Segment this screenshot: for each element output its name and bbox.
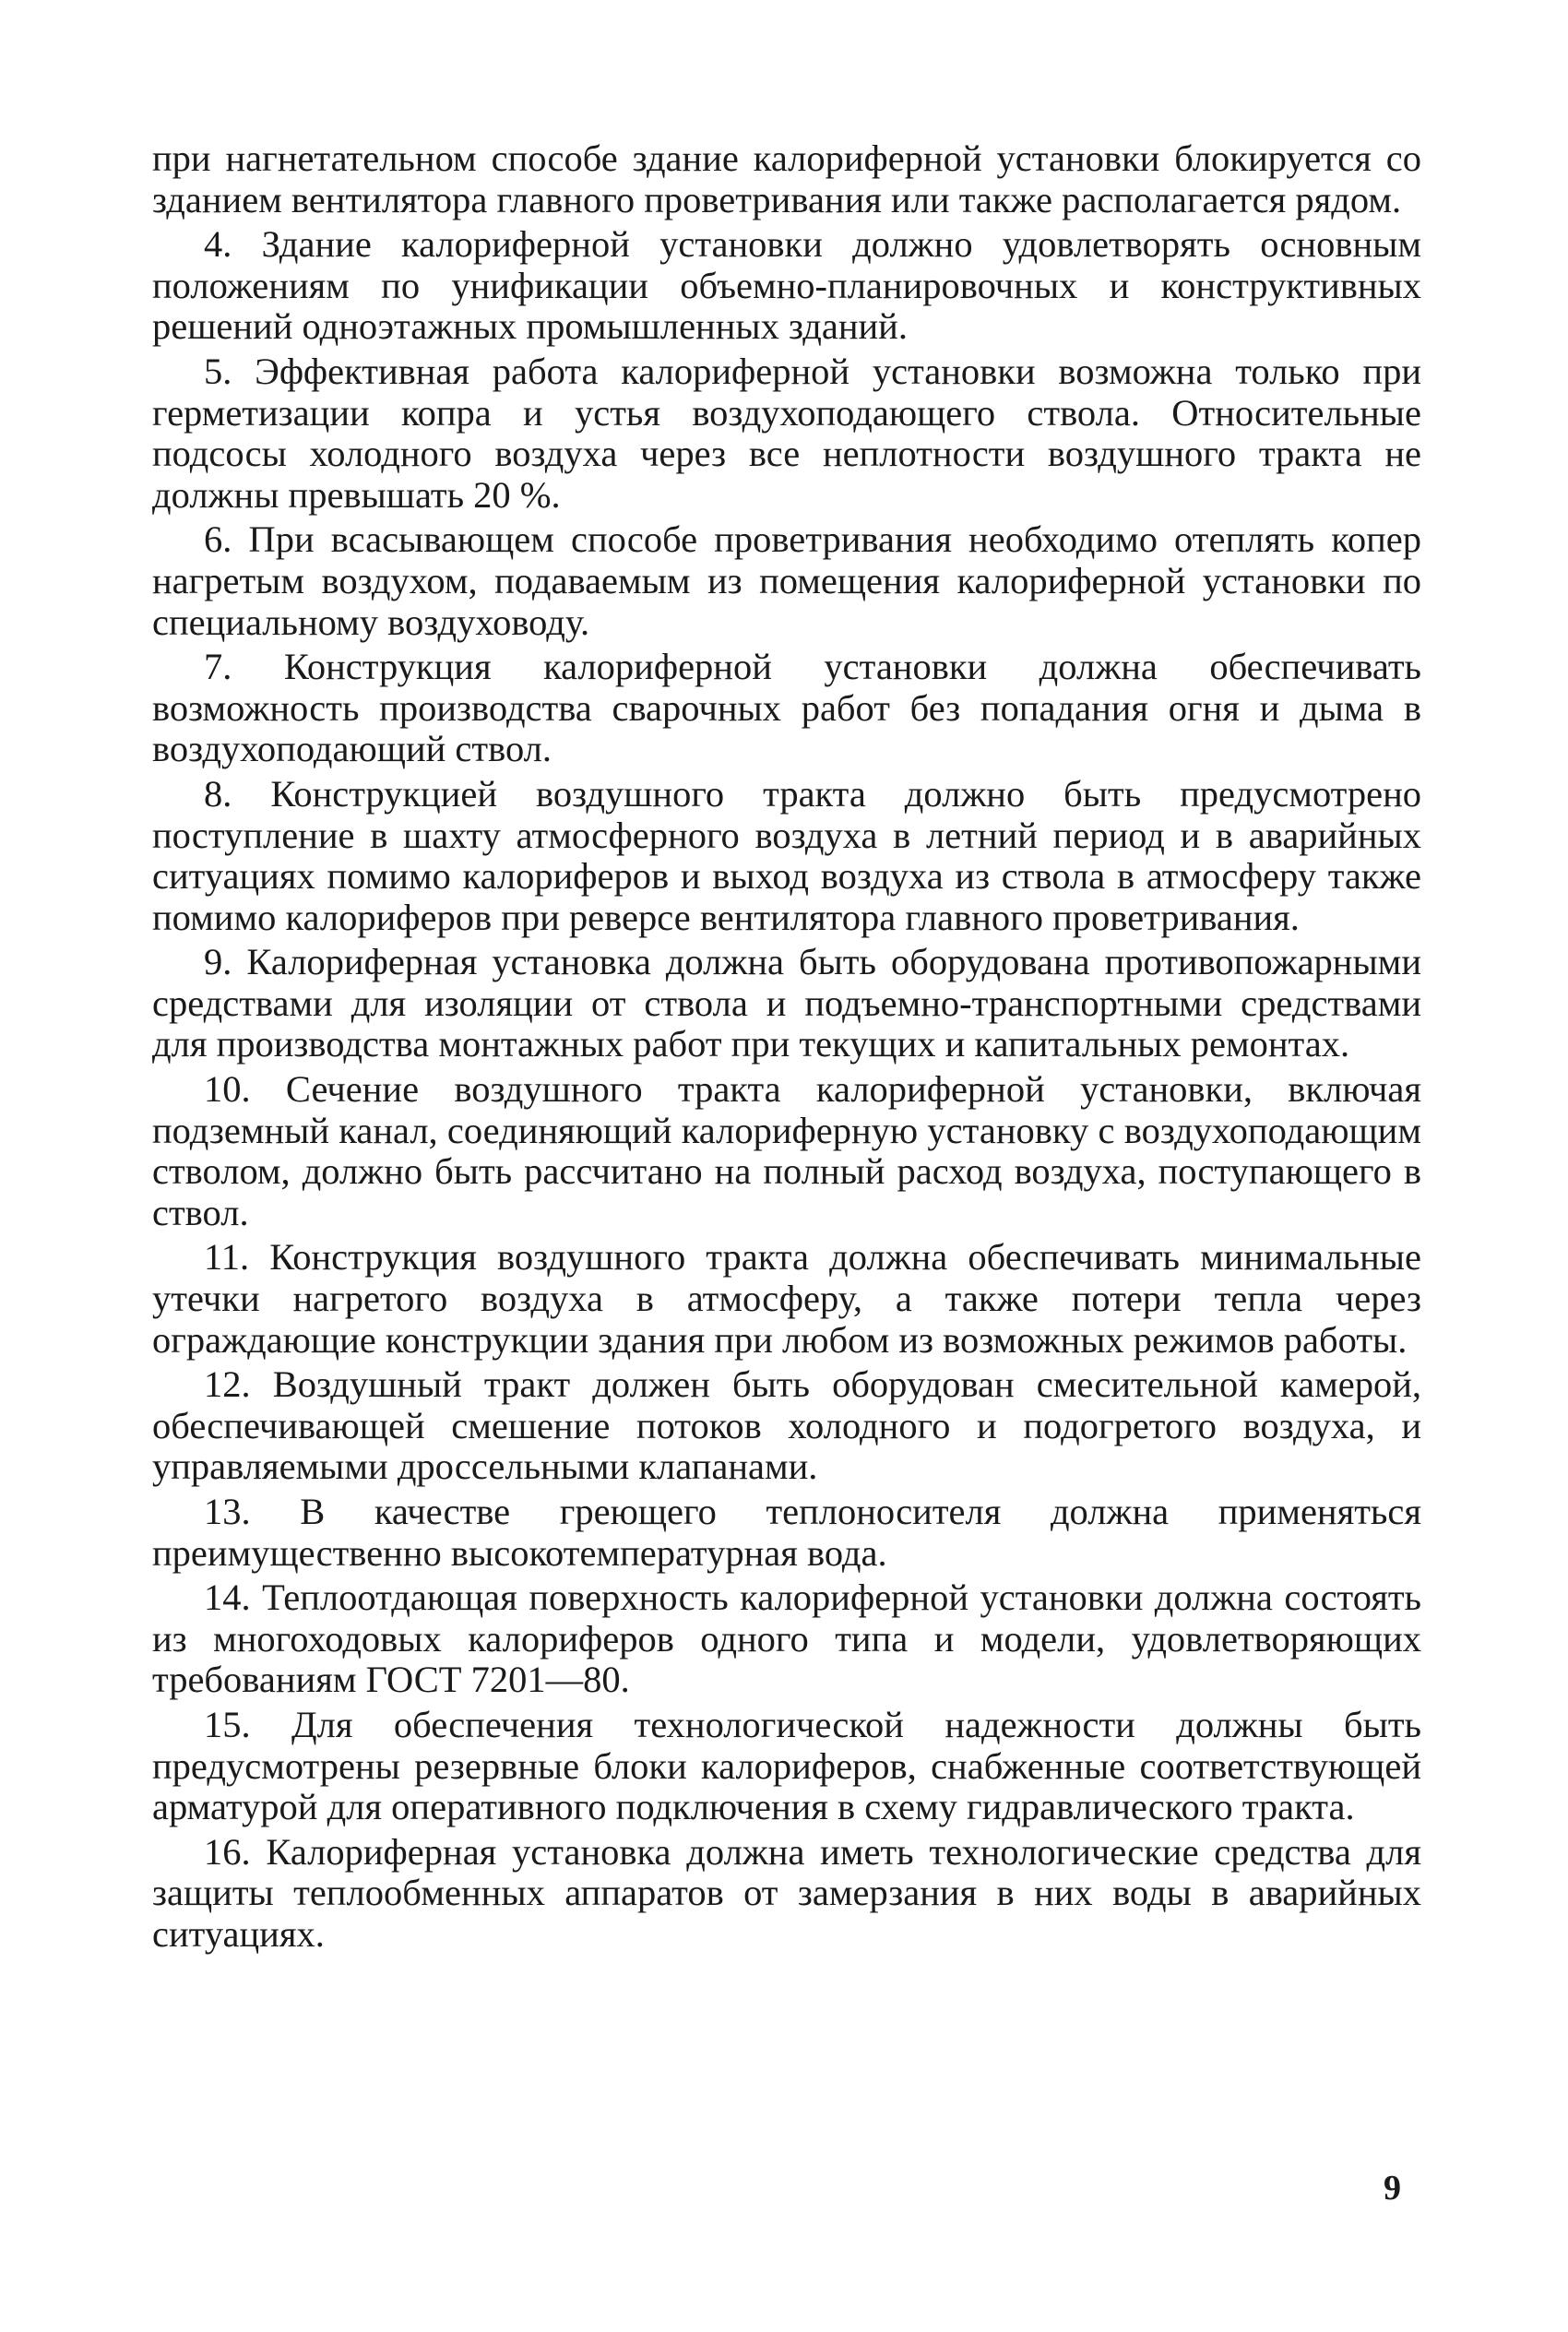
paragraph-item-12: 12. Воздушный тракт должен быть оборудован смесительной камерой, обеспечивающей смешение потоков холодного и подогретого воздуха, и управляемыми дроссельными клапанами. bbox=[152, 1363, 1421, 1488]
paragraph-item-16: 16. Калориферная установка должна иметь технологические средства для защиты теплообменных аппаратов от замерзания в них воды в аварийных ситуациях. bbox=[152, 1830, 1421, 1955]
paragraph-item-11: 11. Конструкция воздушного тракта должна обеспечивать минимальные утечки нагретого воздуха в атмосферу, а также потери тепла через ограждающие конструкции здания при любом из возможных режимов работы. bbox=[152, 1236, 1421, 1361]
paragraph-item-6: 6. При всасывающем способе проветривания необходимо отеплять копер нагретым воздухом, подаваемым из помещения калориферной установки по специальному воздуховоду. bbox=[152, 518, 1421, 643]
paragraph-item-8: 8. Конструкцией воздушного тракта должно быть предусмотрено поступление в шахту атмосферного воздуха в летний период и в аварийных ситуациях помимо калориферов и выход воздуха из ствола в атмосферу также помимо калориферов при реверсе вентилятора главного проветривания. bbox=[152, 772, 1421, 938]
paragraph-item-14: 14. Теплоотдающая поверхность калориферной установки должна состоять из многоходовых калориферов одного типа и модели, удовлетворяющих требованиям ГОСТ 7201—80. bbox=[152, 1576, 1421, 1701]
paragraph-item-10: 10. Сечение воздушного тракта калориферной установки, включая подземный канал, соединяющий калориферную установку с воздухоподающим стволом, должно быть рассчитано на полный расход воздуха, поступающего в ствол. bbox=[152, 1068, 1421, 1233]
paragraph-item-7: 7. Конструкция калориферной установки должна обеспечивать возможность производства сварочных работ без попадания огня и дыма в воздухоподающий ствол. bbox=[152, 646, 1421, 770]
paragraph-continuation: при нагнетательном способе здание калориферной установки блокируется со зданием вентилятора главного проветривания или также располагается рядом. bbox=[152, 137, 1421, 220]
page-number: 9 bbox=[1384, 2169, 1401, 2207]
paragraph-item-13: 13. В качестве греющего теплоносителя должна применяться преимущественно высокотемпературная вода. bbox=[152, 1491, 1421, 1574]
paragraph-item-9: 9. Калориферная установка должна быть оборудована противопожарными средствами для изоляции от ствола и подъемно-транспортными средствами для производства монтажных работ при текущих и капитальных ремонтах. bbox=[152, 941, 1421, 1065]
paragraph-item-4: 4. Здание калориферной установки должно удовлетворять основным положениям по унификации объемно-планировочных и конструктивных решений одноэтажных промышленных зданий. bbox=[152, 223, 1421, 348]
paragraph-item-15: 15. Для обеспечения технологической надежности должны быть предусмотрены резервные блоки калориферов, снабженные соответствующей арматурой для оперативного подключения в схему гидравлического тракта. bbox=[152, 1703, 1421, 1828]
document-page bbox=[152, 138, 1421, 1956]
paragraph-item-5: 5. Эффективная работа калориферной установки возможна только при герметизации копра и устья воздухоподающего ствола. Относительные подсосы холодного воздуха через все неплотности воздушного тракта не должны превышать 20 %. bbox=[152, 350, 1421, 516]
